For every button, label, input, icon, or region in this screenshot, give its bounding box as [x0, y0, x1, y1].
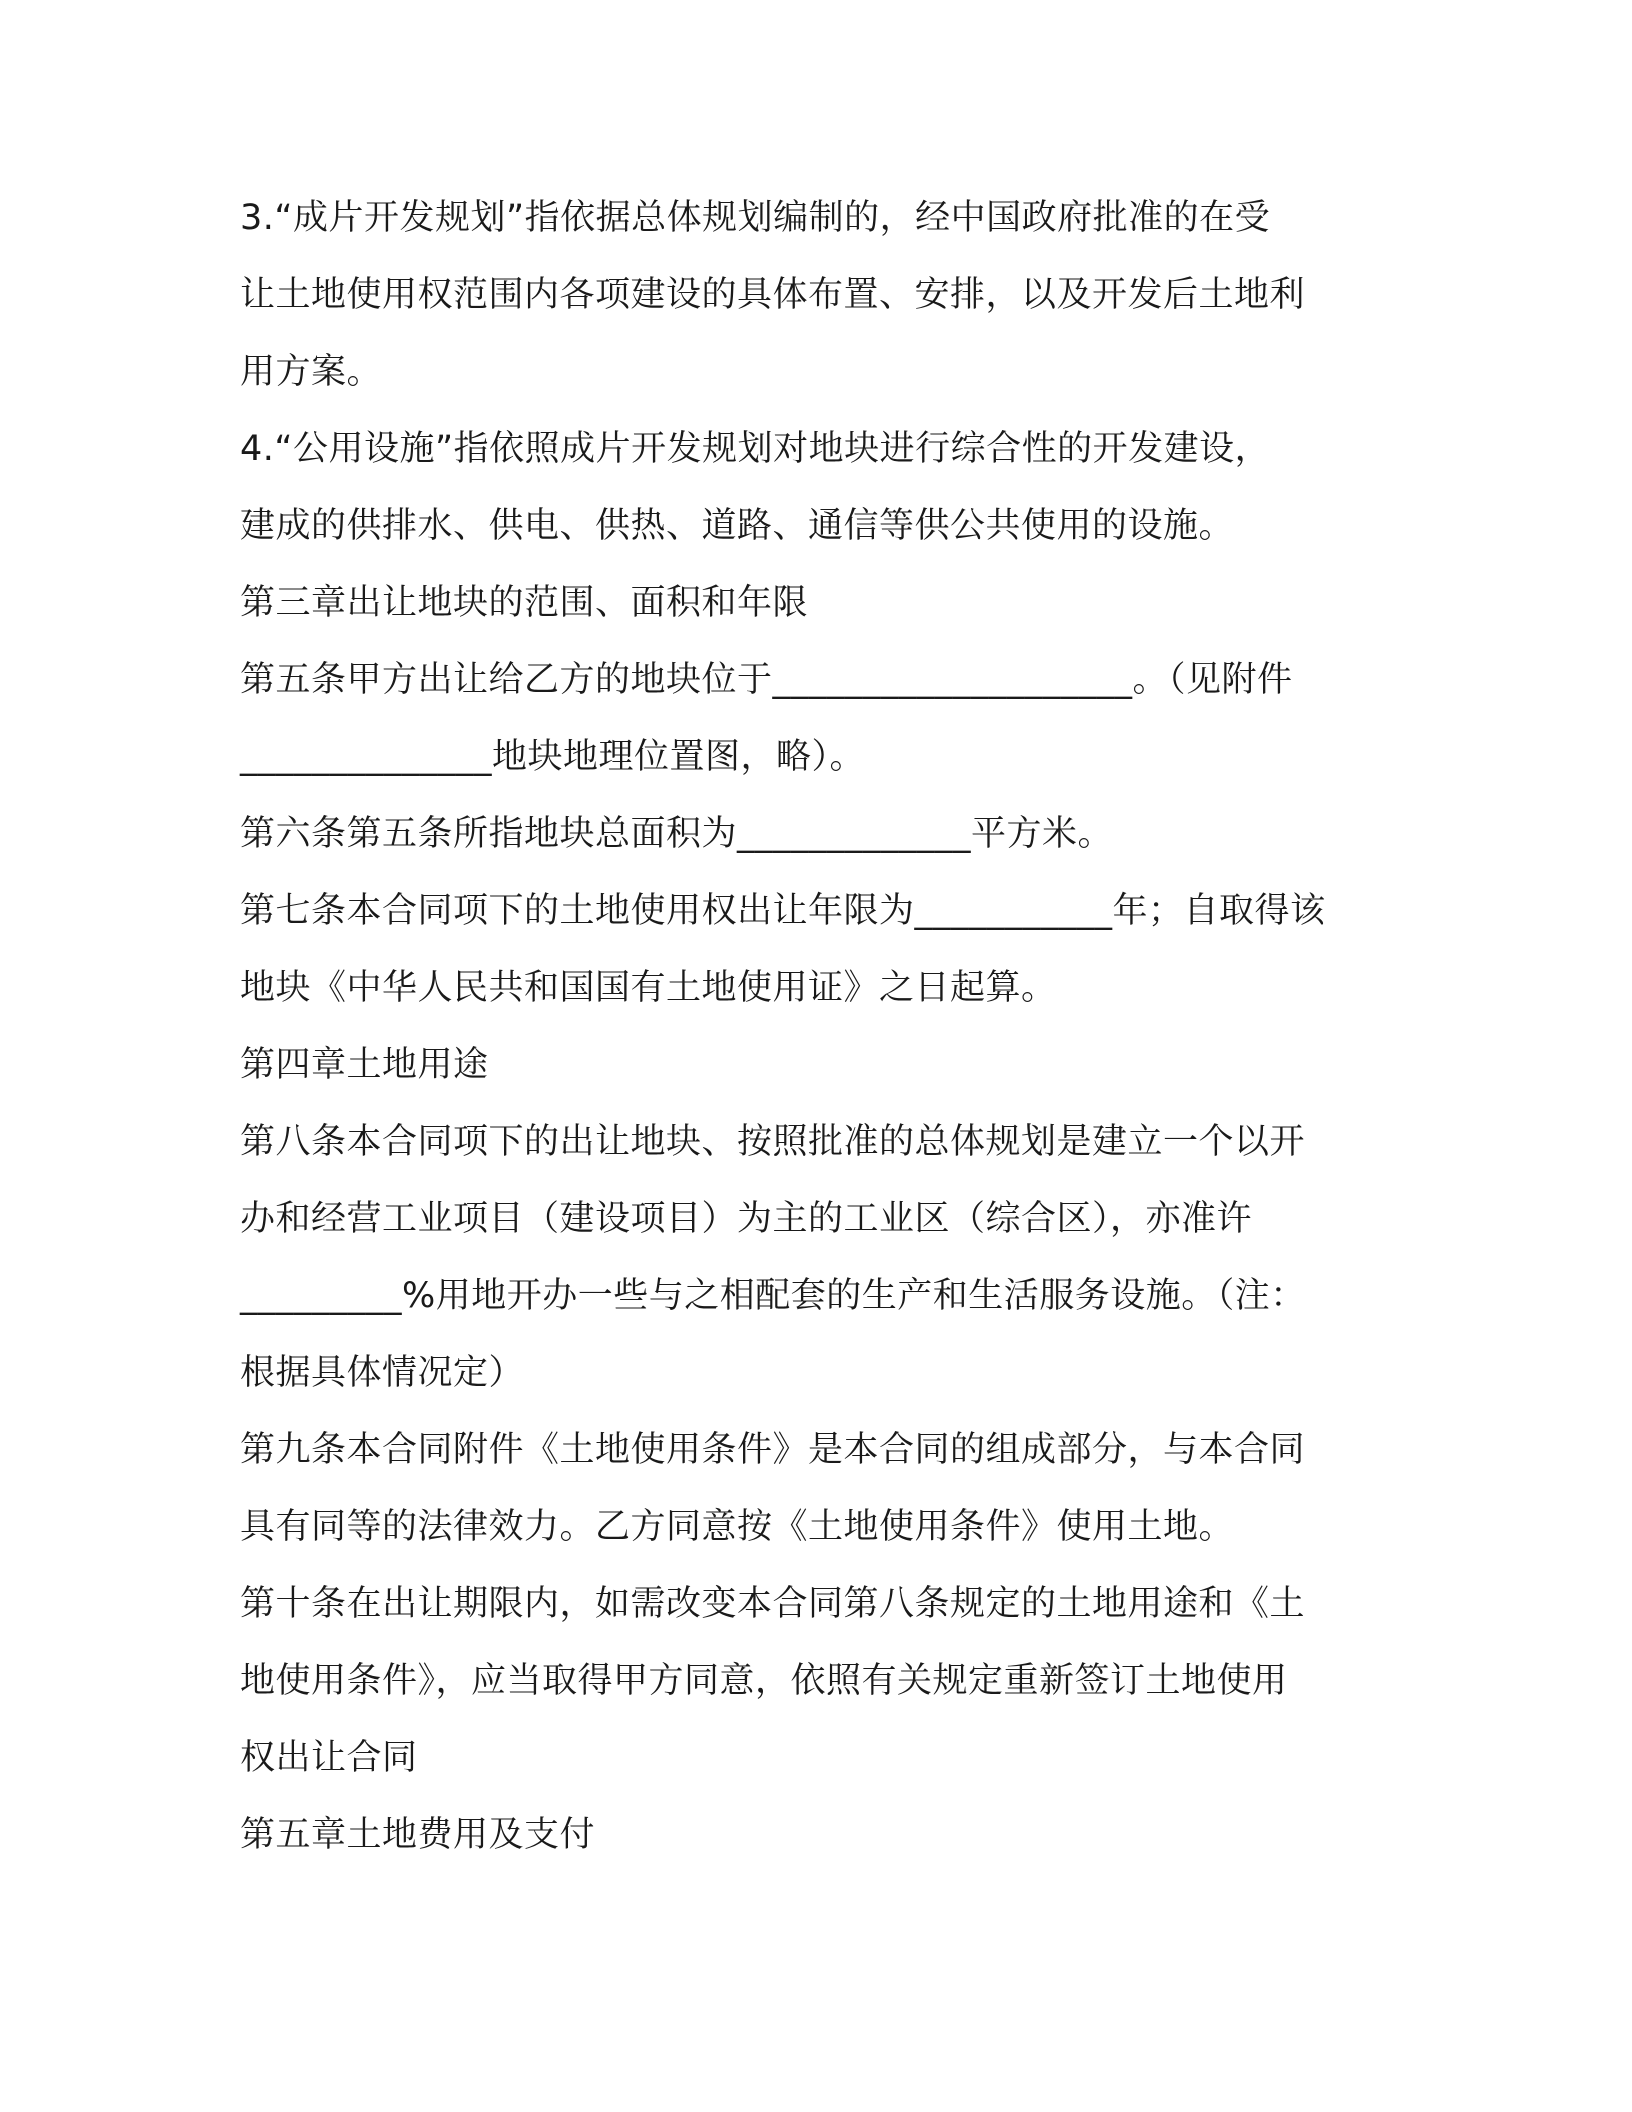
chapter-heading: 第五章土地费用及支付 — [240, 1815, 596, 1855]
text-line: 第五条甲方出让给乙方的地块位于____________________。（见附件 — [240, 660, 1293, 700]
text-line: 建成的供排水、供电、供热、道路、通信等供公共使用的设施。 — [240, 506, 1235, 546]
text-line: 权出让合同 — [240, 1738, 418, 1778]
chapter-heading: 第四章土地用途 — [240, 1045, 489, 1085]
text-line: 3.“成片开发规划”指依据总体规划编制的，经中国政府批准的在受 — [240, 198, 1271, 238]
chapter-heading: 第三章出让地块的范围、面积和年限 — [240, 583, 809, 623]
text-line: 办和经营工业项目（建设项目）为主的工业区（综合区），亦准许 — [240, 1199, 1253, 1239]
text-line: ______________地块地理位置图，略）。 — [240, 737, 866, 777]
text-line: 让土地使用权范围内各项建设的具体布置、安排，以及开发后土地利 — [240, 275, 1306, 315]
document-body — [240, 180, 1400, 1874]
text-line: 第八条本合同项下的出让地块、按照批准的总体规划是建立一个以开 — [240, 1122, 1306, 1162]
text-line: 具有同等的法律效力。乙方同意按《土地使用条件》使用土地。 — [240, 1507, 1235, 1547]
text-line: 地块《中华人民共和国国有土地使用证》之日起算。 — [240, 968, 1057, 1008]
text-line: 4.“公用设施”指依照成片开发规划对地块进行综合性的开发建设， — [240, 429, 1271, 469]
text-line: 第七条本合同项下的土地使用权出让年限为___________年；自取得该 — [240, 891, 1326, 931]
text-line: 根据具体情况定） — [240, 1353, 525, 1393]
text-line: 第十条在出让期限内，如需改变本合同第八条规定的土地用途和《土 — [240, 1584, 1306, 1624]
text-line: _________%用地开办一些与之相配套的生产和生活服务设施。（注： — [240, 1276, 1306, 1316]
text-line: 用方案。 — [240, 352, 383, 392]
text-line: 第六条第五条所指地块总面积为_____________平方米。 — [240, 814, 1114, 854]
text-line: 地使用条件》，应当取得甲方同意，依照有关规定重新签订土地使用 — [240, 1661, 1288, 1701]
text-line: 第九条本合同附件《土地使用条件》是本合同的组成部分，与本合同 — [240, 1430, 1306, 1470]
